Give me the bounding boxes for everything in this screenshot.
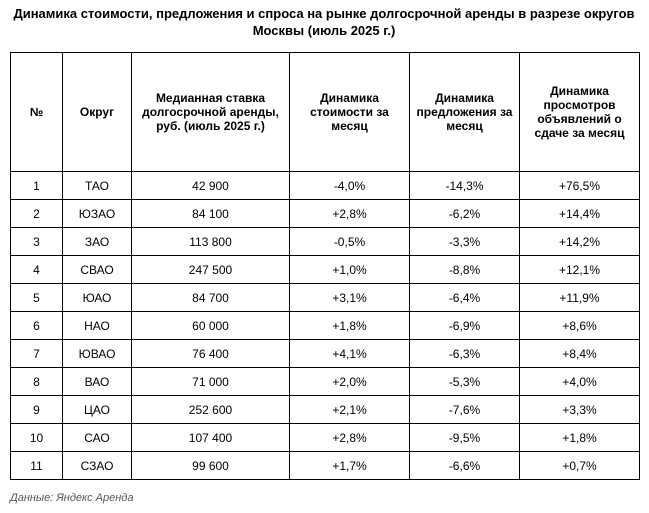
column-header-supply-dynamics: Динамика предложения за месяц <box>410 53 520 172</box>
cell-price-dynamics: +1,7% <box>290 452 410 480</box>
cell-number: 6 <box>11 312 63 340</box>
cell-views-dynamics: +4,0% <box>520 368 640 396</box>
table-row <box>11 340 640 368</box>
cell-district: ЗАО <box>63 228 132 256</box>
table-row <box>11 452 640 480</box>
column-header-number: № <box>11 53 63 172</box>
cell-price-dynamics: +2,8% <box>290 200 410 228</box>
cell-views-dynamics: +76,5% <box>520 172 640 200</box>
cell-median-rate: 113 800 <box>132 228 290 256</box>
table-row <box>11 424 640 452</box>
rent-table <box>10 52 640 480</box>
cell-district: ЮАО <box>63 284 132 312</box>
cell-median-rate: 84 100 <box>132 200 290 228</box>
cell-district: НАО <box>63 312 132 340</box>
table-row <box>11 368 640 396</box>
cell-district: ТАО <box>63 172 132 200</box>
cell-supply-dynamics: -6,9% <box>410 312 520 340</box>
cell-price-dynamics: +3,1% <box>290 284 410 312</box>
cell-views-dynamics: +11,9% <box>520 284 640 312</box>
cell-price-dynamics: -4,0% <box>290 172 410 200</box>
cell-views-dynamics: +12,1% <box>520 256 640 284</box>
cell-number: 7 <box>11 340 63 368</box>
cell-supply-dynamics: -7,6% <box>410 396 520 424</box>
cell-views-dynamics: +0,7% <box>520 452 640 480</box>
cell-views-dynamics: +3,3% <box>520 396 640 424</box>
column-header-median-rate: Медианная ставка долгосрочной аренды, руб. (июль 2025 г.) <box>132 53 290 172</box>
cell-median-rate: 42 900 <box>132 172 290 200</box>
cell-number: 3 <box>11 228 63 256</box>
cell-district: ВАО <box>63 368 132 396</box>
cell-median-rate: 107 400 <box>132 424 290 452</box>
table-body <box>11 172 640 480</box>
cell-supply-dynamics: -3,3% <box>410 228 520 256</box>
cell-views-dynamics: +8,6% <box>520 312 640 340</box>
cell-number: 1 <box>11 172 63 200</box>
cell-supply-dynamics: -6,3% <box>410 340 520 368</box>
cell-median-rate: 247 500 <box>132 256 290 284</box>
table-row <box>11 284 640 312</box>
cell-price-dynamics: +4,1% <box>290 340 410 368</box>
table-row <box>11 172 640 200</box>
cell-median-rate: 252 600 <box>132 396 290 424</box>
cell-supply-dynamics: -6,2% <box>410 200 520 228</box>
cell-number: 5 <box>11 284 63 312</box>
table-row <box>11 312 640 340</box>
column-header-district: Округ <box>63 53 132 172</box>
cell-number: 11 <box>11 452 63 480</box>
cell-views-dynamics: +8,4% <box>520 340 640 368</box>
table-row <box>11 200 640 228</box>
cell-number: 9 <box>11 396 63 424</box>
cell-median-rate: 99 600 <box>132 452 290 480</box>
cell-views-dynamics: +14,4% <box>520 200 640 228</box>
table-row <box>11 228 640 256</box>
cell-price-dynamics: +2,1% <box>290 396 410 424</box>
cell-district: СВАО <box>63 256 132 284</box>
cell-supply-dynamics: -8,8% <box>410 256 520 284</box>
cell-median-rate: 76 400 <box>132 340 290 368</box>
source-note: Данные: Яндекс Аренда <box>10 492 134 504</box>
cell-views-dynamics: +14,2% <box>520 228 640 256</box>
cell-supply-dynamics: -6,4% <box>410 284 520 312</box>
column-header-views-dynamics: Динамика просмотров объявлений о сдаче за месяц <box>520 53 640 172</box>
cell-supply-dynamics: -14,3% <box>410 172 520 200</box>
cell-supply-dynamics: -6,6% <box>410 452 520 480</box>
cell-district: САО <box>63 424 132 452</box>
cell-price-dynamics: +2,0% <box>290 368 410 396</box>
cell-median-rate: 71 000 <box>132 368 290 396</box>
cell-number: 10 <box>11 424 63 452</box>
cell-median-rate: 60 000 <box>132 312 290 340</box>
cell-price-dynamics: +1,0% <box>290 256 410 284</box>
cell-supply-dynamics: -5,3% <box>410 368 520 396</box>
cell-district: ЮЗАО <box>63 200 132 228</box>
cell-number: 4 <box>11 256 63 284</box>
page-title: Динамика стоимости, предложения и спроса на рынке долгосрочной аренды в разрезе округов Москвы (июль 2025 г.) <box>13 6 635 38</box>
cell-district: ЮВАО <box>63 340 132 368</box>
cell-median-rate: 84 700 <box>132 284 290 312</box>
cell-price-dynamics: -0,5% <box>290 228 410 256</box>
table-row <box>11 396 640 424</box>
cell-number: 2 <box>11 200 63 228</box>
table-header-row <box>11 53 640 172</box>
cell-price-dynamics: +2,8% <box>290 424 410 452</box>
cell-number: 8 <box>11 368 63 396</box>
cell-district: ЦАО <box>63 396 132 424</box>
cell-supply-dynamics: -9,5% <box>410 424 520 452</box>
column-header-price-dynamics: Динамика стоимости за месяц <box>290 53 410 172</box>
cell-district: СЗАО <box>63 452 132 480</box>
cell-price-dynamics: +1,8% <box>290 312 410 340</box>
cell-views-dynamics: +1,8% <box>520 424 640 452</box>
table-row <box>11 256 640 284</box>
